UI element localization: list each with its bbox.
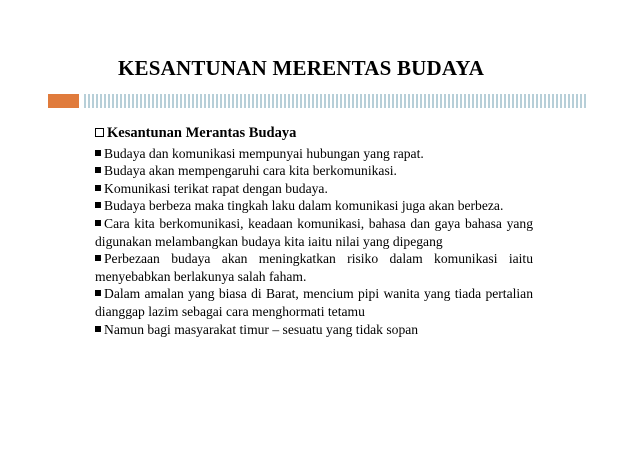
square-bullet-icon <box>95 167 101 173</box>
slide-title: KESANTUNAN MERENTAS BUDAYA <box>118 56 485 80</box>
square-bullet-icon <box>95 150 101 156</box>
square-bullet-icon <box>95 185 101 191</box>
list-item: Cara kita berkomunikasi, keadaan komunikasi, bahasa dan gaya bahasa yang digunakan melambangkan budaya kita iaitu nilai yang dipegang <box>95 215 533 249</box>
square-bullet-icon <box>95 220 101 226</box>
square-bullet-icon <box>95 255 101 261</box>
square-bullet-icon <box>95 326 101 332</box>
list-item: Budaya akan mempengaruhi cara kita berkomunikasi. <box>95 162 533 180</box>
decorative-rule <box>84 94 586 108</box>
square-bullet-icon <box>95 202 101 208</box>
section-heading <box>95 125 533 143</box>
square-bullet-icon <box>95 290 101 296</box>
accent-block <box>48 94 79 108</box>
list-item: Budaya berbeza maka tingkah laku dalam komunikasi juga akan berbeza. <box>95 197 533 215</box>
checkbox-bullet-icon <box>95 128 104 137</box>
list-item: Namun bagi masyarakat timur – sesuatu yang tidak sopan <box>95 321 533 339</box>
list-item: Perbezaan budaya akan meningkatkan risiko dalam komunikasi iaitu menyebabkan berlakunya salah faham. <box>95 251 533 284</box>
list-item: Dalam amalan yang biasa di Barat, mencium pipi wanita yang tiada pertalian dianggap lazim sebagai cara menghormati tetamu <box>95 286 533 319</box>
list-item: Komunikasi terikat rapat dengan budaya. <box>95 180 533 198</box>
section-heading-text: Kesantunan Merantas Budaya <box>107 125 297 141</box>
list-item: Budaya dan komunikasi mempunyai hubungan yang rapat. <box>95 145 533 163</box>
slide-content <box>95 125 533 338</box>
